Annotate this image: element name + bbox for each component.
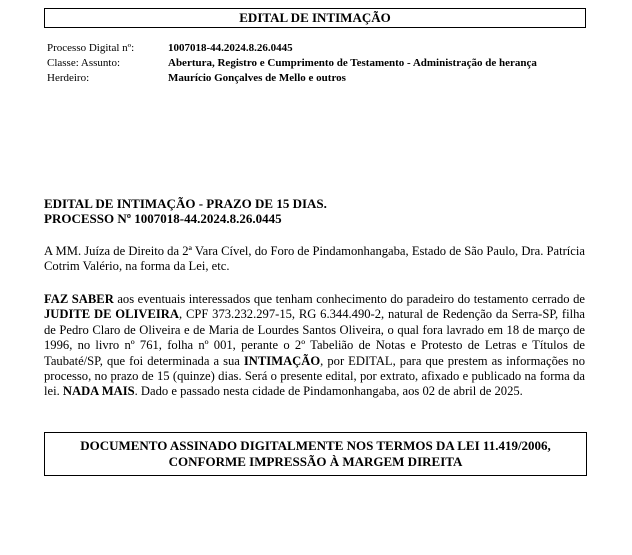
- text-segment: aos eventuais interessados que tenham conhecimento do paradeiro do testamento cerrado de: [113, 292, 585, 306]
- meta-row-heir: [47, 72, 548, 85]
- meta-label: Processo Digital nº:: [47, 42, 135, 54]
- meta-label: Classe: Assunto:: [47, 57, 121, 69]
- case-metadata: [47, 42, 548, 87]
- bold-intimacao: INTIMAÇÃO: [243, 353, 321, 368]
- document-title: EDITAL DE INTIMAÇÃO: [44, 8, 586, 28]
- digital-signature-box: [44, 432, 587, 476]
- paragraph-judge: A MM. Juíza de Direito da 2ª Vara Cível, do Foro de Pindamonhangaba, Estado de São Paulo, Dra. Patrícia Cotrim Valério, na forma da Lei, etc.: [44, 244, 585, 274]
- notice-heading: [44, 196, 327, 226]
- paragraph-notice: [44, 292, 585, 400]
- signature-line-2: CONFORME IMPRESSÃO À MARGEM DIREITA: [168, 454, 463, 469]
- bold-faz-saber: FAZ SABER: [44, 292, 114, 306]
- heading-line-1: EDITAL DE INTIMAÇÃO - PRAZO DE 15 DIAS.: [44, 196, 327, 211]
- heading-line-2: PROCESSO Nº 1007018-44.2024.8.26.0445: [44, 211, 282, 226]
- meta-value: Maurício Gonçalves de Mello e outros: [168, 72, 346, 84]
- text-segment: , por EDITAL, para que prestem as informações no processo, no prazo de 15 (quinze) dias. Será o presente edital, por extrato, afixado e publicado na forma da lei.: [44, 353, 585, 399]
- bold-nada-mais: NADA MAIS: [62, 384, 135, 399]
- meta-value: Abertura, Registro e Cumprimento de Testamento - Administração de herança: [168, 57, 537, 69]
- meta-value: 1007018-44.2024.8.26.0445: [168, 42, 293, 54]
- meta-row-class: [47, 57, 548, 70]
- signature-line-1: DOCUMENTO ASSINADO DIGITALMENTE NOS TERMOS DA LEI 11.419/2006,: [80, 438, 551, 453]
- text-segment: . Dado e passado nesta cidade de Pindamonhangaba, aos 02 de abril de 2025.: [134, 384, 523, 399]
- meta-row-process: [47, 42, 548, 55]
- meta-label: Herdeiro:: [47, 72, 90, 84]
- bold-name: JUDITE DE OLIVEIRA: [44, 307, 179, 322]
- text-segment: , CPF 373.232.297-15, RG 6.344.490-2, natural de Redenção da Serra-SP, filha de Pedro Claro de Oliveira e de Maria de Lourdes Santos Oliveira, o qual fora lavrado em 18 de março de 1996, no livro nº 761, folha nº 001, perante o 2º Tabelião de Notas e Protesto de Letras e Títulos de Taubaté/SP, que foi determinada a sua: [44, 307, 585, 368]
